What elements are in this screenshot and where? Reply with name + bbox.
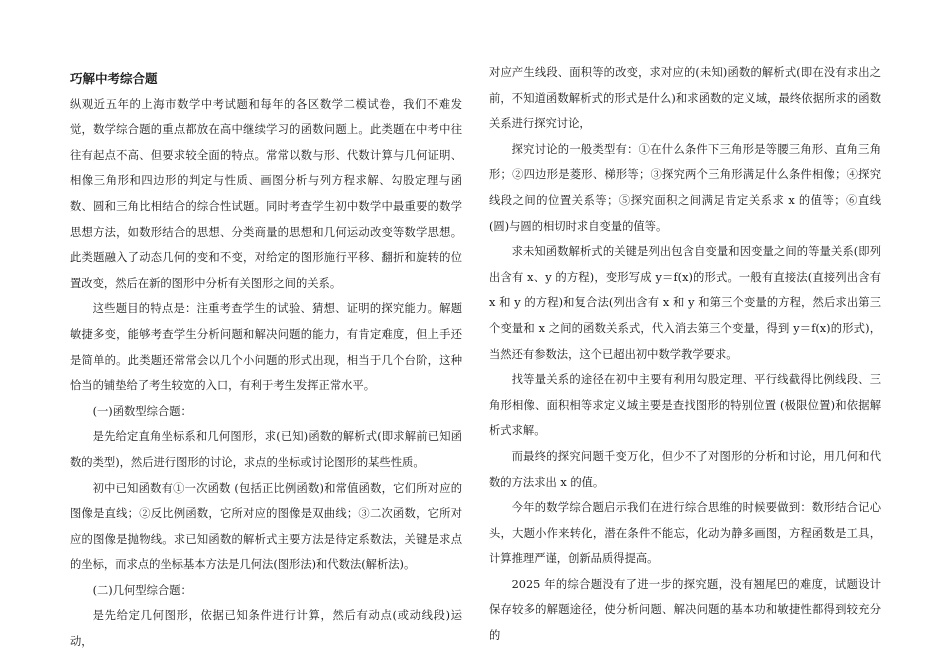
section-heading-function: (一)函数型综合题： [92,404,192,418]
document-title: 巧解中考综合题 [70,71,158,86]
paragraph-intro: 纵观近五年的上海市数学中考试题和每年的各区数学二模试卷，我们不难发觉，数学综合题的重点都放在高中继续学习的函数问题上。此类题在中考中往往有起点不高、但要求较全面的特点。常常以数与形、代数计算与几何证明、相像三角形和四边形的判定与性质、画图分析与列方程求解、勾股定理与函数、圆和三角比相结合的综合性试题。同时考查学生初中数学中最重要的数学思想方法，如数形结合的思想、分类商量的思想和几何运动改变等数学思想。此类题融入了动态几何的变和不变，对给定的图形施行平移、翻折和旋转的位置改变，然后在新的图形中分析有关图形之间的关系。 [70,97,462,290]
right-column [489,60,881,649]
paragraph-known-functions: 初中已知函数有①一次函数 (包括正比例函数)和常值函数，它们所对应的图像是直线；②反比例函数，它所对应的图像是双曲线；③二次函数，它所对应的图像是抛物线。求已知函数的解析式主要方法是待定系数法，关键是求点的坐标，而求点的坐标基本方法是几何法(图形法)和代数法(解析法)。 [70,481,462,572]
paragraph-features: 这些题目的特点是：注重考查学生的试验、猜想、证明的探究能力。解题敏捷多变，能够考查学生分析问题和解决问题的能力，有肯定难度，但上手还是简单的。此类题还常常会以几个小问题的形式出现，相当于几个台阶，这种恰当的铺垫给了考生较宽的入口，有利于考生发挥正常水平。 [70,302,462,393]
paragraph-function-def: 是先给定直角坐标系和几何图形，求(已知)函数的解析式(即求解前已知函数的类型)，然后进行图形的讨论，求点的坐标或讨论图形的某些性质。 [70,430,462,469]
paragraph-2025: 2025 年的综合题没有了进一步的探究题，没有翘尾巴的难度，试题设计保存较多的解题途径，使分析问题、解决问题的基本功和敏捷性都得到较充分的 [489,577,881,643]
paragraph-geometry-cont: 对应产生线段、面积等的改变，求对应的(未知)函数的解析式(即在没有求出之前，不知道函数解析式的形式是什么)和求函数的定义域，最终依据所求的函数关系进行探究讨论， [489,66,881,131]
paragraph-unknown-function: 求未知函数解析式的关键是列出包含自变量和因变量之间的等量关系(即列出含有 x、y 的方程)，变形写成 y＝f(x)的形式。一般有直接法(直接列出含有 x 和 y 的方程)和复合法(列出含有 x 和 y 和第三个变量的方程，然后求出第三个变量和 x 之间的函数关系式，代入消去第三个变量，得到 y＝f(x)的形式)，当然还有参数法，这个已超出初中数学教学要求。 [489,245,881,361]
paragraph-final-exploration: 而最终的探究问题千变万化，但少不了对图形的分析和讨论，用几何和代数的方法求出 x 的值。 [489,449,881,489]
paragraph-insights: 今年的数学综合题启示我们在进行综合思维的时候要做到：数形结合记心头，大题小作来转化，潜在条件不能忘，化动为静多画图，方程函数是工具，计算推理严谨，创新品质得提高。 [489,501,881,566]
left-column [70,60,462,655]
paragraph-equal-relations: 找等量关系的途径在初中主要有利用勾股定理、平行线截得比例线段、三角形相像、面积相等求定义域主要是查找图形的特别位置 (极限位置)和依据解析式求解。 [489,373,881,438]
paragraph-geometry-def: 是先给定几何图形，依据已知条件进行计算，然后有动点(或动线段)运动， [70,609,462,649]
paragraph-exploration-types: 探究讨论的一般类型有：①在什么条件下三角形是等腰三角形、直角三角形；②四边形是菱形、梯形等；③探究两个三角形满足什么条件相像；④探究线段之间的位置关系等；⑤探究面积之间满足肯定关系求 x 的值等；⑥直线(圆)与圆的相切时求自变量的值等。 [489,142,881,233]
section-heading-geometry: (二)几何型综合题： [92,583,192,597]
